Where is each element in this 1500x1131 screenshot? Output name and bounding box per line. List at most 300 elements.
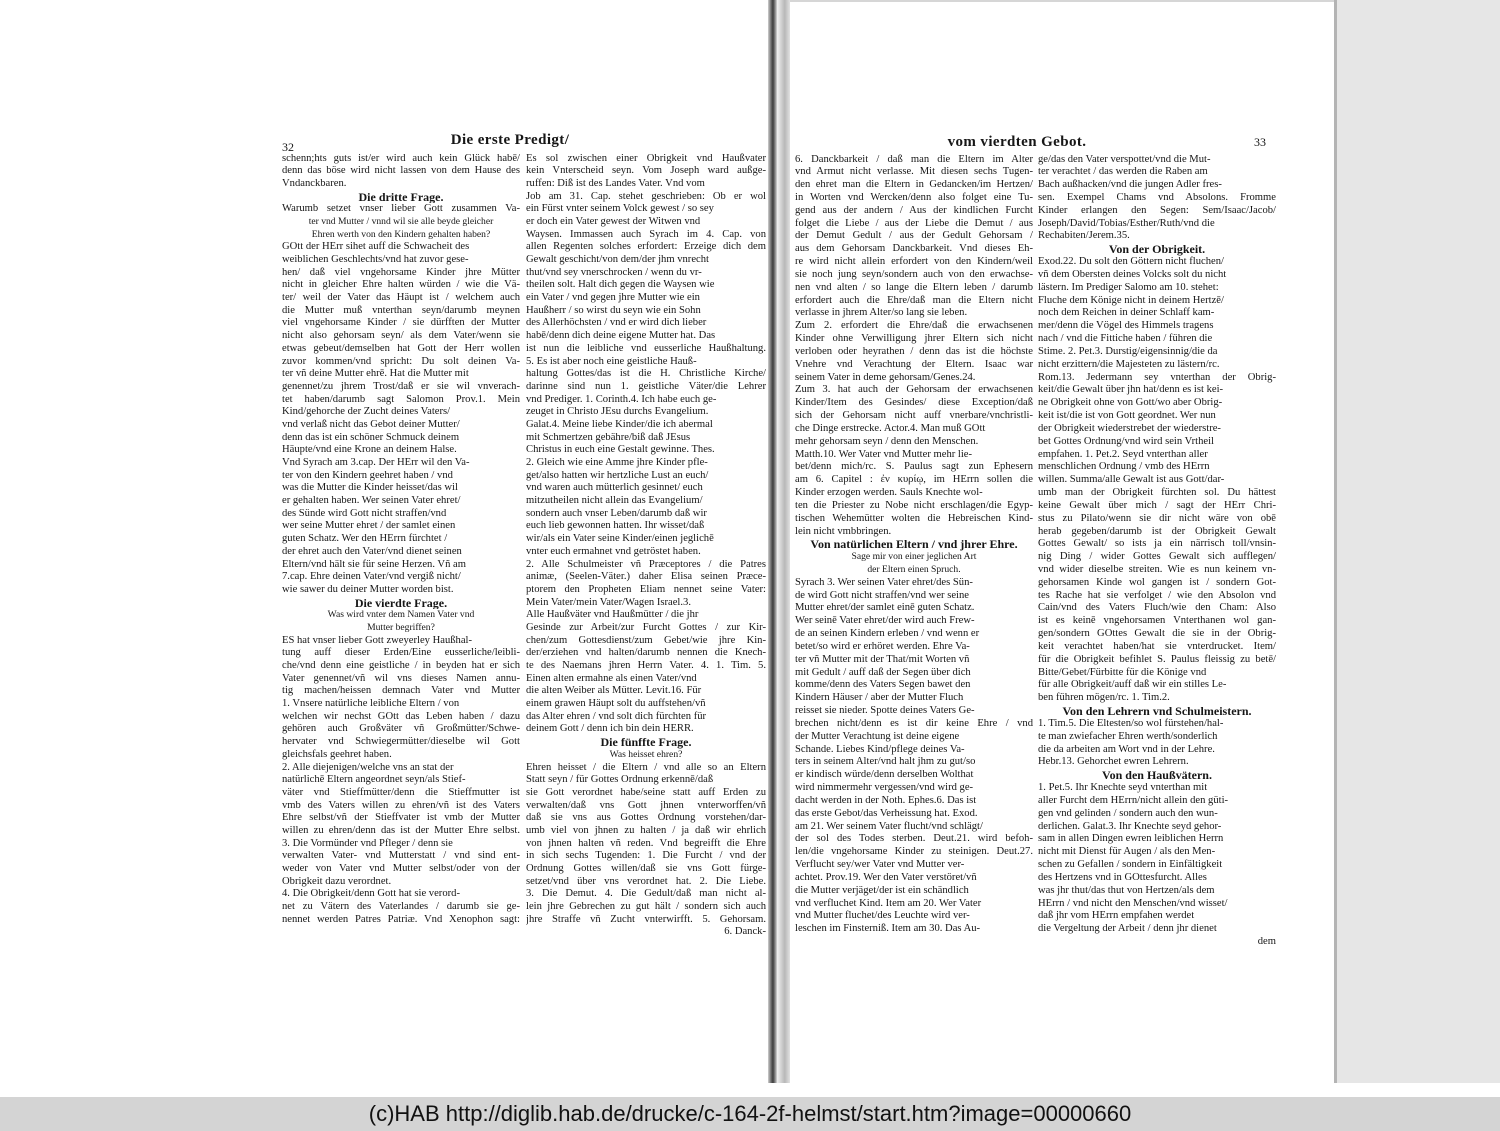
line-text: Syrach 3. Wer seinen Vater ehret/des Sün- xyxy=(795,576,973,588)
text-line xyxy=(1038,192,1276,205)
line-text: ter vñ deine Mutter ehrē. Hat die Mutter mit xyxy=(282,368,469,380)
line-text: Eltern/vnd hält sie für seine Herzen. Vñ am xyxy=(282,558,466,570)
text-line xyxy=(795,436,1033,449)
text-line xyxy=(795,423,1033,436)
text-line xyxy=(1038,346,1276,359)
text-line xyxy=(526,609,766,622)
text-line xyxy=(1038,474,1276,487)
text-line xyxy=(795,282,1033,295)
text-line xyxy=(282,901,520,914)
page-number: 33 xyxy=(1254,135,1266,149)
text-line xyxy=(282,317,520,330)
line-text: guten Schatz. Wer den HErrn fürchtet / xyxy=(282,533,448,545)
line-text: am 21. Wer seinem Vater flucht/vnd schlägt/ xyxy=(795,820,983,832)
line-text: vnd verlaß nicht das Gebot deiner Mutter/ xyxy=(282,418,460,430)
line-text: er kindisch würde/denn derselben Wolthat xyxy=(795,769,974,781)
text-line xyxy=(526,685,766,698)
text-line xyxy=(282,736,520,749)
text-line xyxy=(282,343,520,356)
text-line xyxy=(1038,679,1276,692)
line-text: Ehren heisset / die Eltern / vnd alle so an Eltern xyxy=(526,761,766,773)
line-text: bet/denn mich/rc. S. Paulus sagt zun Ephesern xyxy=(795,461,1033,473)
gutter-shadow xyxy=(777,0,791,1083)
text-line xyxy=(526,673,766,686)
text-line xyxy=(282,203,520,216)
text-line xyxy=(526,774,766,787)
line-text: 5. Es ist aber noch eine geistliche Hauß- xyxy=(526,355,697,367)
line-text: etwas gebeut/demselben hat Gott der Herr wollen xyxy=(282,342,520,354)
line-text: für die Obrigkeit befihlet S. Paulus fleissig zu betē/ xyxy=(1038,653,1276,665)
line-text: tes Rache hat sie verfolget / wie den Absolon vnd xyxy=(1038,589,1276,601)
text-line xyxy=(795,320,1033,333)
right-page-second-column xyxy=(1038,154,1276,949)
text-line xyxy=(1038,436,1276,449)
line-text: Von der Obrigkeit. xyxy=(1108,243,1206,257)
text-line xyxy=(795,667,1033,680)
text-line xyxy=(1038,615,1276,628)
line-text: von jhnen halten vñ reden. Vnd begreifft die Ehre xyxy=(526,837,766,849)
line-text: Von den Haußvätern. xyxy=(1102,769,1212,783)
text-line xyxy=(1038,218,1276,231)
line-text: Die fünffte Frage. xyxy=(600,736,692,749)
text-line xyxy=(1038,179,1276,192)
text-line xyxy=(526,584,766,597)
page-number: 32 xyxy=(282,140,294,154)
line-text: der Obrigkeit wiederstrebet der wiederstre- xyxy=(1038,422,1221,434)
line-text: te man zwiefacher Ehren werth/sonderlich xyxy=(1038,730,1218,742)
line-text: daß sie vns aus Gottes Ordnung vorstehen/dar- xyxy=(526,812,766,824)
text-line xyxy=(795,295,1033,308)
line-text: verloben oder heyrathen / denn das ist die höchste xyxy=(795,345,1033,357)
text-line xyxy=(282,787,520,800)
line-text: Warumb setzet vnser lieber Gott zusammen Va- xyxy=(282,203,520,215)
line-text: der Demut Gedult / aus der Gedult Gehorsam / xyxy=(795,230,1033,242)
text-line xyxy=(282,825,520,838)
text-line xyxy=(526,356,766,369)
catchword xyxy=(1038,936,1276,949)
text-line xyxy=(795,602,1033,615)
text-line xyxy=(1038,333,1276,346)
line-text: weiblichen Geschlechts/vnd hat zuvor gese- xyxy=(282,254,469,265)
text-line xyxy=(282,330,520,343)
line-text: menschlichen Ordnung / vmb des HErrn xyxy=(1038,461,1210,473)
text-line xyxy=(795,795,1033,808)
line-text: Rom.13. Jedermann sey vnterthan der Obrig- xyxy=(1038,371,1276,383)
text-line xyxy=(795,808,1033,821)
line-text: tung auff dieser Erden/Eine eusserliche/leibli- xyxy=(282,647,520,659)
line-text: 2. Alle Schulmeister vñ Præceptores / die Patres xyxy=(526,558,766,570)
question-text xyxy=(795,564,1033,577)
text-line xyxy=(1038,795,1276,808)
line-text: Von natürlichen Eltern / vnd jhrer Ehre. xyxy=(810,538,1018,552)
text-line xyxy=(526,660,766,673)
line-text: denn das böse wird nicht lassen von dem Hause des xyxy=(282,165,520,177)
text-line xyxy=(282,863,520,876)
text-line xyxy=(526,406,766,419)
line-text: Kind/gehorche der Zucht deines Vaters/ xyxy=(282,406,451,418)
text-line xyxy=(526,305,766,318)
line-text: einem grawen Häupt solt du auffstehen/vñ xyxy=(526,698,706,710)
text-line xyxy=(526,635,766,648)
text-line xyxy=(282,508,520,521)
line-text: haltung Gottes/das ist die H. Christliche Kirche/ xyxy=(526,368,766,380)
line-text: vnd Armut nicht verlasse. Mit diesen sechs Tugen- xyxy=(795,166,1033,178)
text-line xyxy=(795,782,1033,795)
line-text: nicht erzittern/die Majesteten zu lästern/rc. xyxy=(1038,358,1220,370)
section-heading xyxy=(282,191,520,204)
line-text: sich der Gehorsam nicht auff vnerbare/vnchristli- xyxy=(795,410,1033,422)
text-line xyxy=(795,487,1033,500)
line-text: gend aus der andern / Aus der kindlichen Furcht xyxy=(795,204,1033,216)
line-text: Christus in euch eine Gestalt gewinne. Thes. xyxy=(526,444,715,456)
line-text: Cain/vnd des Vaters Fluch/wie den Cham: Also xyxy=(1038,602,1276,614)
text-line xyxy=(526,229,766,242)
line-text: Zum 2. erfordert die Ehre/daß die erwachsenen xyxy=(795,320,1033,332)
text-line xyxy=(282,520,520,533)
line-text: setzet/vnd über vns verordnet hat. 2. Die Liebe. xyxy=(526,875,766,887)
text-line xyxy=(1038,744,1276,757)
line-text: herab gegeben/darumb ist der Obrigkeit Gewalt xyxy=(1038,525,1276,537)
text-line xyxy=(795,833,1033,846)
line-text: ge/das den Vater verspottet/vnd die Mut- xyxy=(1038,153,1211,165)
line-text: des Allerhöchsten / vnd er wird dich lieber xyxy=(526,317,707,329)
line-text: sen. Exempel Chams vnd Absolons. Fromme xyxy=(1038,191,1276,203)
text-line xyxy=(282,241,520,254)
text-line xyxy=(795,705,1033,718)
text-line xyxy=(795,513,1033,526)
text-line xyxy=(795,872,1033,885)
text-line xyxy=(1038,205,1276,218)
line-text: des Hertzens vnd in GOttesfurcht. Alles xyxy=(1038,871,1207,883)
line-text: te des Naemans jhren Herrn Vater. 4. 1. Tim. 5. xyxy=(526,660,766,671)
line-text: der/erziehen vnd halten/darumb nennen die Knech- xyxy=(526,647,766,659)
line-text: der ehret auch den Vater/vnd dienet seinen xyxy=(282,545,462,557)
line-text: Kindern Häuser / aber der Mutter Fluch xyxy=(795,692,964,704)
line-text: wie sawer du deiner Mutter worden bist. xyxy=(282,583,454,595)
text-line xyxy=(795,821,1033,834)
line-text: folget die Liebe / aus der Liebe die Demut / aus xyxy=(795,217,1033,229)
line-text: Ordnung Gottes willen/daß sie vns Gott fürge- xyxy=(526,863,766,874)
line-text: Vater genennet/vñ wil vns dieses Namen annu- xyxy=(282,672,520,684)
line-text: Häupte/vnd eine Krone an deinem Halse. xyxy=(282,444,457,456)
line-text: animæ, (Seelen-Väter.) daher Elisa seinen Præce- xyxy=(526,571,766,583)
text-line xyxy=(795,859,1033,872)
line-text: ben führen mögen/rc. 1. Tim.2. xyxy=(1038,692,1170,704)
line-text: erfordert auch die Ehre/daß man die Eltern nicht xyxy=(795,294,1033,306)
line-text: achtet. Prov.19. Wer den Vater verstöret/vñ xyxy=(795,871,977,883)
text-line xyxy=(526,850,766,863)
line-text: jhre Straffe vñ Zucht vnterwirfft. 5. Gehorsam. xyxy=(526,913,766,925)
question-text xyxy=(282,609,520,622)
line-text: keit/die Gewalt über jhn hat/denn es ist kei- xyxy=(1038,384,1224,396)
text-line xyxy=(1038,307,1276,320)
line-text: vnd wider dieselbe streiten. Wie es nun keinem vn- xyxy=(1038,564,1276,575)
right-page-first-column xyxy=(795,154,1033,937)
text-line xyxy=(526,165,766,178)
line-text: tet haben/darumb sagt Salomon Prov.1. Mein xyxy=(282,393,520,405)
text-line xyxy=(795,654,1033,667)
text-line xyxy=(1038,372,1276,385)
line-text: er gehalten haben. Wer seinen Vater ehret/ xyxy=(282,495,461,507)
text-line xyxy=(1038,449,1276,462)
text-line xyxy=(526,711,766,724)
line-text: vmb des Vaters willen zu ehren/vñ ist des Vaters xyxy=(282,799,520,811)
text-line xyxy=(1038,731,1276,744)
text-line xyxy=(1038,166,1276,179)
text-line xyxy=(526,267,766,280)
text-line xyxy=(282,254,520,267)
text-line xyxy=(795,474,1033,487)
line-text: Hebr.13. Gehorchet ewren Lehrern. xyxy=(1038,756,1189,768)
line-text: 1. Tim.5. Die Eltesten/so wol fürstehen/hal- xyxy=(1038,717,1224,729)
line-text: Obrigkeit dazu verordnet. xyxy=(282,875,392,887)
text-line xyxy=(526,825,766,838)
text-line xyxy=(526,533,766,546)
line-text: die Vergeltung der Arbeit / denn jhr dienet xyxy=(1038,923,1217,935)
line-text: HErrn / vnd nicht den Menschen/vnd wisset/ xyxy=(1038,897,1228,909)
text-line xyxy=(526,495,766,508)
line-text: de wird Gott nicht straffen/vnd wer seine xyxy=(795,589,969,601)
line-text: derlichen. Galat.3. Ihr Knechte seyd gehor- xyxy=(1038,820,1222,832)
text-line xyxy=(526,901,766,914)
line-text: keine Gewalt über mich / sagt der HErr Chri- xyxy=(1038,499,1276,511)
text-line xyxy=(282,774,520,787)
text-line xyxy=(795,192,1033,205)
line-text: umb man der Obrigkeit fürchten sol. Du hättest xyxy=(1038,487,1276,499)
line-text: ten die Priester zu Nobe nicht erschlagen/die Egyp- xyxy=(795,499,1033,511)
line-text: genennet/zu jhrem Trost/daß er sie wil vnverach- xyxy=(282,380,520,392)
line-text: Exod.22. Du solt den Göttern nicht fluchen/ xyxy=(1038,256,1224,268)
line-text: gen vnd gelinden / sondern auch den wun- xyxy=(1038,807,1218,819)
line-text: die alten Weiber als Mütter. Levit.16. Für xyxy=(526,685,702,697)
text-line xyxy=(526,723,766,736)
line-text: Galat.4. Meine liebe Kinder/die ich abermal xyxy=(526,418,713,430)
text-line xyxy=(282,178,520,191)
line-text: er doch ein Vater gewest der Witwen vnd xyxy=(526,215,701,227)
line-text: empfahen. 1. Pet.2. Seyd vnterthan aller xyxy=(1038,448,1208,460)
left-page-second-column xyxy=(526,153,766,940)
text-line xyxy=(526,432,766,445)
text-line xyxy=(1038,885,1276,898)
left-page xyxy=(0,0,772,1083)
question-text xyxy=(282,216,520,229)
text-line xyxy=(795,307,1033,320)
line-text: 2. Alle diejenigen/welche vns an stat der xyxy=(282,761,454,773)
text-line xyxy=(795,410,1033,423)
text-line xyxy=(1038,282,1276,295)
line-text: 4. Die Obrigkeit/denn Gott hat sie verord- xyxy=(282,888,460,900)
line-text: für alle Obrigkeit/auff daß wir ein stilles Le- xyxy=(1038,679,1227,691)
text-line xyxy=(282,888,520,901)
text-line xyxy=(1038,538,1276,551)
text-line xyxy=(1038,833,1276,846)
text-line xyxy=(282,546,520,559)
line-text: Einen alten ermahne als einen Vater/vnd xyxy=(526,672,697,684)
line-text: sam in allen Dingen ewren leiblichen Herrn xyxy=(1038,833,1224,845)
text-line xyxy=(1038,397,1276,410)
text-line xyxy=(1038,782,1276,795)
line-text: des Sünde wird Gott nicht straffen/vnd xyxy=(282,507,447,519)
line-text: vnd Prediger. 1. Corinth.4. Ich habe euch ge- xyxy=(526,393,717,405)
line-text: Vndanckbaren. xyxy=(282,177,347,189)
line-text: re wird nicht allein erfordert von den Kindern/weil xyxy=(795,256,1033,268)
line-text: ist nun die leibliche vnd eusserliche Haußhaltung. xyxy=(526,342,766,354)
line-text: 2. Gleich wie eine Amme jhre Kinder pfle- xyxy=(526,457,708,468)
text-line xyxy=(1038,359,1276,372)
text-line xyxy=(795,641,1033,654)
text-line xyxy=(526,419,766,432)
line-text: thut/vnd sey vnerschrocken / wenn du vr- xyxy=(526,266,702,278)
text-line xyxy=(1038,756,1276,769)
line-text: Was heisset ehren? xyxy=(609,748,683,760)
line-text: Waysen. Immassen auch Syrach im 4. Cap. von xyxy=(526,228,766,240)
section-heading xyxy=(1038,769,1276,782)
text-line xyxy=(282,444,520,457)
line-text: das erste Gebot/das Verheissung hat. Exod. xyxy=(795,807,978,819)
text-line xyxy=(526,330,766,343)
text-line xyxy=(1038,577,1276,590)
text-line xyxy=(795,218,1033,231)
line-text: ters in seinem Alter/vnd halt jhm zu gut/so xyxy=(795,756,976,768)
text-line xyxy=(282,800,520,813)
text-line xyxy=(282,698,520,711)
text-line xyxy=(526,647,766,660)
text-line xyxy=(1038,154,1276,167)
question-text xyxy=(282,229,520,242)
text-line xyxy=(795,384,1033,397)
text-line xyxy=(795,898,1033,911)
line-text: Mein Vater/mein Vater/Wagen Israel.3. xyxy=(526,596,691,608)
question-text xyxy=(526,749,766,762)
text-line xyxy=(282,406,520,419)
line-text: ne Obrigkeit ohne von Gott/wo aber Obrig- xyxy=(1038,397,1223,409)
line-text: verwalten/daß vns Gott jhnen vnterworffen/vñ xyxy=(526,799,766,811)
text-line xyxy=(526,863,766,876)
line-text: Stime. 2. Pet.3. Durstig/eigensinnig/die da xyxy=(1038,345,1218,357)
text-line xyxy=(795,256,1033,269)
section-heading xyxy=(1038,705,1276,718)
text-line xyxy=(1038,641,1276,654)
text-line xyxy=(282,635,520,648)
line-text: ist es keinē vngehorsamen Vnterthanen wol gan- xyxy=(1038,615,1276,627)
line-text: Fluche dem Könige nicht in deinem Hertzē/ xyxy=(1038,294,1224,306)
line-text: wer seine Mutter ehret / der samlet einen xyxy=(282,520,456,532)
line-text: net zu Vätern des Vaterlandes / darumb sie ge- xyxy=(282,901,520,913)
line-text: Ehre selbst/vñ der Stieffvater ist vmb der Mutter xyxy=(282,812,520,824)
line-text: ein Vater / vnd gegen jhre Mutter wie ein xyxy=(526,292,700,304)
text-line xyxy=(526,457,766,470)
line-text: sie Gott verordnet habe/seine statt auff Erden zu xyxy=(526,786,766,798)
line-text: hervater vnd Schwiegermütter/dieselbe wil Gott xyxy=(282,736,520,748)
text-line xyxy=(282,749,520,762)
text-line xyxy=(282,470,520,483)
text-line xyxy=(526,520,766,533)
text-line xyxy=(282,673,520,686)
right-page xyxy=(790,0,1336,1083)
line-text: Vnehre vnd Verachtung der Eltern. Isaac war xyxy=(795,358,1033,370)
text-line xyxy=(282,812,520,825)
text-line xyxy=(795,333,1033,346)
line-text: die Mutter verjäget/der ist ein schändlich xyxy=(795,884,969,896)
text-line xyxy=(526,203,766,216)
line-text: gehorsamen Kinde wol gangen ist / sondern Got- xyxy=(1038,576,1276,588)
text-line xyxy=(526,153,766,166)
line-text: nicht in gleicher Ehre halten würden / wie die Vä- xyxy=(282,279,520,291)
text-line xyxy=(526,216,766,229)
text-line xyxy=(795,269,1033,282)
line-text: 6. Danck- xyxy=(724,926,766,938)
line-text: Statt seyn / für Gottes Ordnung erkennē/daß xyxy=(526,774,714,786)
text-line xyxy=(526,762,766,775)
line-text: habē/denn dich deine eigene Mutter hat. Das xyxy=(526,330,716,342)
line-text: gen/sondern GOttes Gewalt die sie in der Obrig- xyxy=(1038,628,1276,640)
text-line xyxy=(795,846,1033,859)
line-text: welchen wir nechst GOtt das Leben haben / dazu xyxy=(282,710,520,722)
line-text: vñ dem Obersten deines Volcks solt du nicht xyxy=(1038,268,1227,280)
line-text: Haußherr / so wirst du seyn wie ein Sohn xyxy=(526,304,701,316)
line-text: nach / vnd die Fittiche haben / führen die xyxy=(1038,333,1213,345)
text-line xyxy=(1038,500,1276,513)
text-line xyxy=(795,166,1033,179)
text-line xyxy=(526,279,766,292)
text-line xyxy=(282,153,520,166)
line-text: wird nimmermehr vergessen/vnd wird ge- xyxy=(795,782,974,794)
text-line xyxy=(526,597,766,610)
text-line xyxy=(282,559,520,572)
text-line xyxy=(795,372,1033,385)
text-line xyxy=(795,500,1033,513)
text-line xyxy=(526,622,766,635)
text-line xyxy=(526,571,766,584)
text-line xyxy=(795,154,1033,167)
line-text: Job am 31. Cap. stehet geschrieben: Ob er wol xyxy=(526,190,766,202)
line-text: ter vñ Mutter mit der That/mit Worten vñ xyxy=(795,653,970,665)
text-line xyxy=(795,718,1033,731)
line-text: Alle Haußväter vnd Haußmütter / die jhr xyxy=(526,609,699,621)
line-text: get/also hatten wir hertzliche Lust an euch/ xyxy=(526,469,709,481)
line-text: Bitte/Gebet/Fürbitte für die Könige vnd xyxy=(1038,666,1207,678)
text-line xyxy=(1038,487,1276,500)
text-line xyxy=(1038,423,1276,436)
text-line xyxy=(282,533,520,546)
text-line xyxy=(1038,295,1276,308)
line-text: ter/ weil der Vater das Häupt ist / welchem auch xyxy=(282,292,520,304)
text-line xyxy=(282,711,520,724)
line-text: 1. Vnsere natürliche leibliche Eltern / von xyxy=(282,698,460,710)
line-text: ptorem den Propheten Eliam nennet seine Vater: xyxy=(526,583,766,595)
line-text: bet Gottes Ordnung/vnd wird sein Vrtheil xyxy=(1038,435,1215,447)
line-text: che Dinge erstrecke. Actor.4. Man muß GOtt xyxy=(795,422,986,434)
text-line xyxy=(282,647,520,660)
line-text: Mutter ehret/der samlet einē guten Schatz. xyxy=(795,602,975,614)
line-text: die Mutter muß vnterthan seyn/darumb meynen xyxy=(282,304,520,316)
text-line xyxy=(795,885,1033,898)
text-line xyxy=(795,769,1033,782)
section-heading xyxy=(526,736,766,749)
line-text: seinem Vater in deme gehorsam/Genes.24. xyxy=(795,371,976,383)
line-text: was die Mutter die Kinder heisset/das wil xyxy=(282,482,458,494)
line-text: in Worten vnd Wercken/denn also folget eine Tu- xyxy=(795,191,1033,203)
book-spine xyxy=(768,0,777,1083)
line-text: dem xyxy=(1257,936,1276,948)
line-text: Was wird vnter dem Namen Vater vnd xyxy=(327,609,475,621)
line-text: tig machen/heissen demnach Vater vnd Mutter xyxy=(282,685,520,697)
text-line xyxy=(282,914,520,927)
text-line xyxy=(795,577,1033,590)
line-text: umb viel von jhnen zu halten / ja daß wir ehrlich xyxy=(526,824,766,836)
line-text: aller Furcht dem HErrn/nicht allein den güti- xyxy=(1038,794,1229,806)
line-text: willen zu ehren/denn das ist der Mutter Ehre selbst. xyxy=(282,824,520,836)
